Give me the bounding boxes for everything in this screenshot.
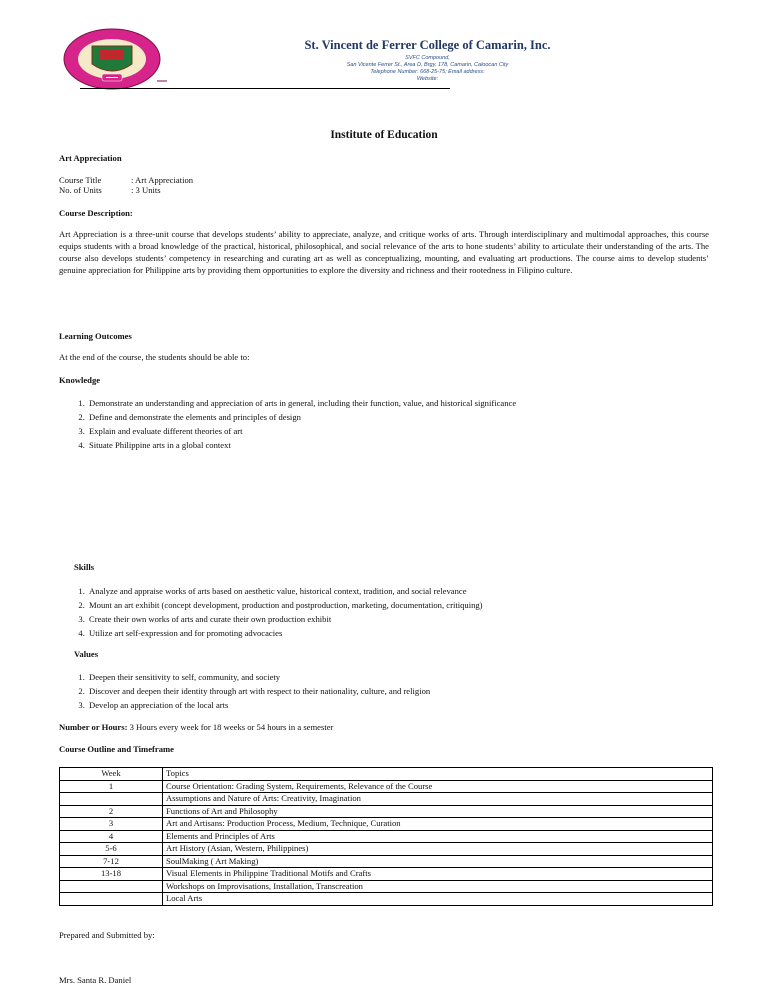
list-item: 1. Demonstrate an understanding and appreciation of arts in general, including their function, value, and historical significance <box>87 396 516 410</box>
knowledge-list <box>59 396 516 452</box>
week-cell: 7-12 <box>60 855 163 868</box>
course-outline-table <box>59 767 713 906</box>
address-line: San Vicente Ferrer St., Area D, Brgy. 178, Camarin, Caloocan City <box>346 62 509 68</box>
list-item: 3. Explain and evaluate different theories of art <box>87 424 516 438</box>
topic-cell: Visual Elements in Philippine Traditional Motifs and Crafts <box>163 868 713 881</box>
topic-cell: Functions of Art and Philosophy <box>163 805 713 818</box>
hours-value: 3 Hours every week for 18 weeks or 54 hours in a semester <box>127 722 334 732</box>
topic-cell: Elements and Principles of Arts <box>163 830 713 843</box>
hours-label: Number or Hours: <box>59 722 128 732</box>
week-cell <box>60 880 163 893</box>
skills-heading: Skills <box>74 562 95 572</box>
values-heading: Values <box>74 649 99 659</box>
list-item: 3. Create their own works of arts and curate their own production exhibit <box>87 612 483 626</box>
table-row <box>60 855 713 868</box>
course-title-label: Course Title <box>59 175 102 185</box>
header-rule <box>80 88 450 89</box>
college-seal-logo <box>62 26 172 92</box>
table-row <box>60 780 713 793</box>
learning-outcomes-heading: Learning Outcomes <box>59 331 132 341</box>
topic-cell: Course Orientation: Grading System, Requirements, Relevance of the Course <box>163 780 713 793</box>
topic-cell: Art and Artisans: Production Process, Medium, Technique, Curation <box>163 818 713 831</box>
address-line: Telephone Number: 668-25-75; Email address: <box>370 69 485 75</box>
values-list <box>59 670 430 712</box>
table-row <box>60 868 713 881</box>
outline-heading: Course Outline and Timeframe <box>59 744 174 754</box>
topic-cell: Local Arts <box>163 893 713 906</box>
course-title-value: : Art Appreciation <box>131 175 194 185</box>
course-heading: Art Appreciation <box>59 153 122 163</box>
list-item: 1. Deepen their sensitivity to self, community, and society <box>87 670 430 684</box>
table-row <box>60 805 713 818</box>
institute-title: Institute of Education <box>330 129 438 141</box>
preparer-name: Mrs. Santa R. Daniel <box>59 975 132 985</box>
table-row <box>60 818 713 831</box>
week-cell: 5-6 <box>60 843 163 856</box>
list-item: 2. Define and demonstrate the elements and principles of design <box>87 410 516 424</box>
course-title-row <box>59 175 193 185</box>
week-cell: 2 <box>60 805 163 818</box>
week-cell: 1 <box>60 780 163 793</box>
address-line: SVFC Compound, <box>405 55 450 61</box>
list-item: 2. Discover and deepen their identity through art with respect to their nationality, culture, and religion <box>87 684 430 698</box>
topic-cell: Assumptions and Nature of Arts: Creativity, Imagination <box>163 793 713 806</box>
table-row <box>60 880 713 893</box>
topic-cell: Workshops on Improvisations, Installation, Transcreation <box>163 880 713 893</box>
list-item: 4. Situate Philippine arts in a global context <box>87 438 516 452</box>
skills-list <box>59 584 483 640</box>
units-row <box>59 185 161 195</box>
description-paragraph: Art Appreciation is a three-unit course that develops students’ ability to appreciate, analyze, and critique works of arts. Through interdisciplinary and multimodal approaches, this course equips students with a broad knowledge of the practical, historical, philosophical, and social relevance of the arts to hone students’ ability to articulate their understanding of the arts. The course also develops students’ competency in researching and curating art as well as conceptualizing, mounting, and evaluating art productions. The course aims to develop students’ genuine appreciation for Philippine arts by providing them opportunities to explore the diversity and richness and their rootedness in Filipino culture. <box>59 229 709 275</box>
table-row <box>60 893 713 906</box>
table-header-row <box>60 768 713 781</box>
college-name: St. Vincent de Ferrer College of Camarin, Inc. <box>304 38 551 52</box>
outcomes-intro: At the end of the course, the students should be able to: <box>59 352 250 362</box>
week-cell: 4 <box>60 830 163 843</box>
week-cell <box>60 893 163 906</box>
week-cell: 13-18 <box>60 868 163 881</box>
list-item: 1. Analyze and appraise works of arts based on aesthetic value, historical context, tradition, and social relevance <box>87 584 483 598</box>
prepared-by-label: Prepared and Submitted by: <box>59 930 155 940</box>
table-row <box>60 843 713 856</box>
table-row <box>60 793 713 806</box>
units-value: : 3 Units <box>131 185 161 195</box>
list-item: 2. Mount an art exhibit (concept development, production and postproduction, marketing, documentation, critiquing) <box>87 598 483 612</box>
list-item: 3. Develop an appreciation of the local arts <box>87 698 430 712</box>
table-row <box>60 830 713 843</box>
list-item: 4. Utilize art self-expression and for promoting advocacies <box>87 626 483 640</box>
week-cell: 3 <box>60 818 163 831</box>
column-header-week: Week <box>60 768 163 781</box>
week-cell <box>60 793 163 806</box>
units-label: No. of Units <box>59 185 102 195</box>
column-header-topics: Topics <box>163 768 713 781</box>
address-line: Website: <box>416 76 439 82</box>
knowledge-heading: Knowledge <box>59 375 101 385</box>
description-heading: Course Description: <box>59 208 133 218</box>
hours-line <box>59 722 333 733</box>
topic-cell: Art History (Asian, Western, Philippines) <box>163 843 713 856</box>
topic-cell: SoulMaking ( Art Making) <box>163 855 713 868</box>
